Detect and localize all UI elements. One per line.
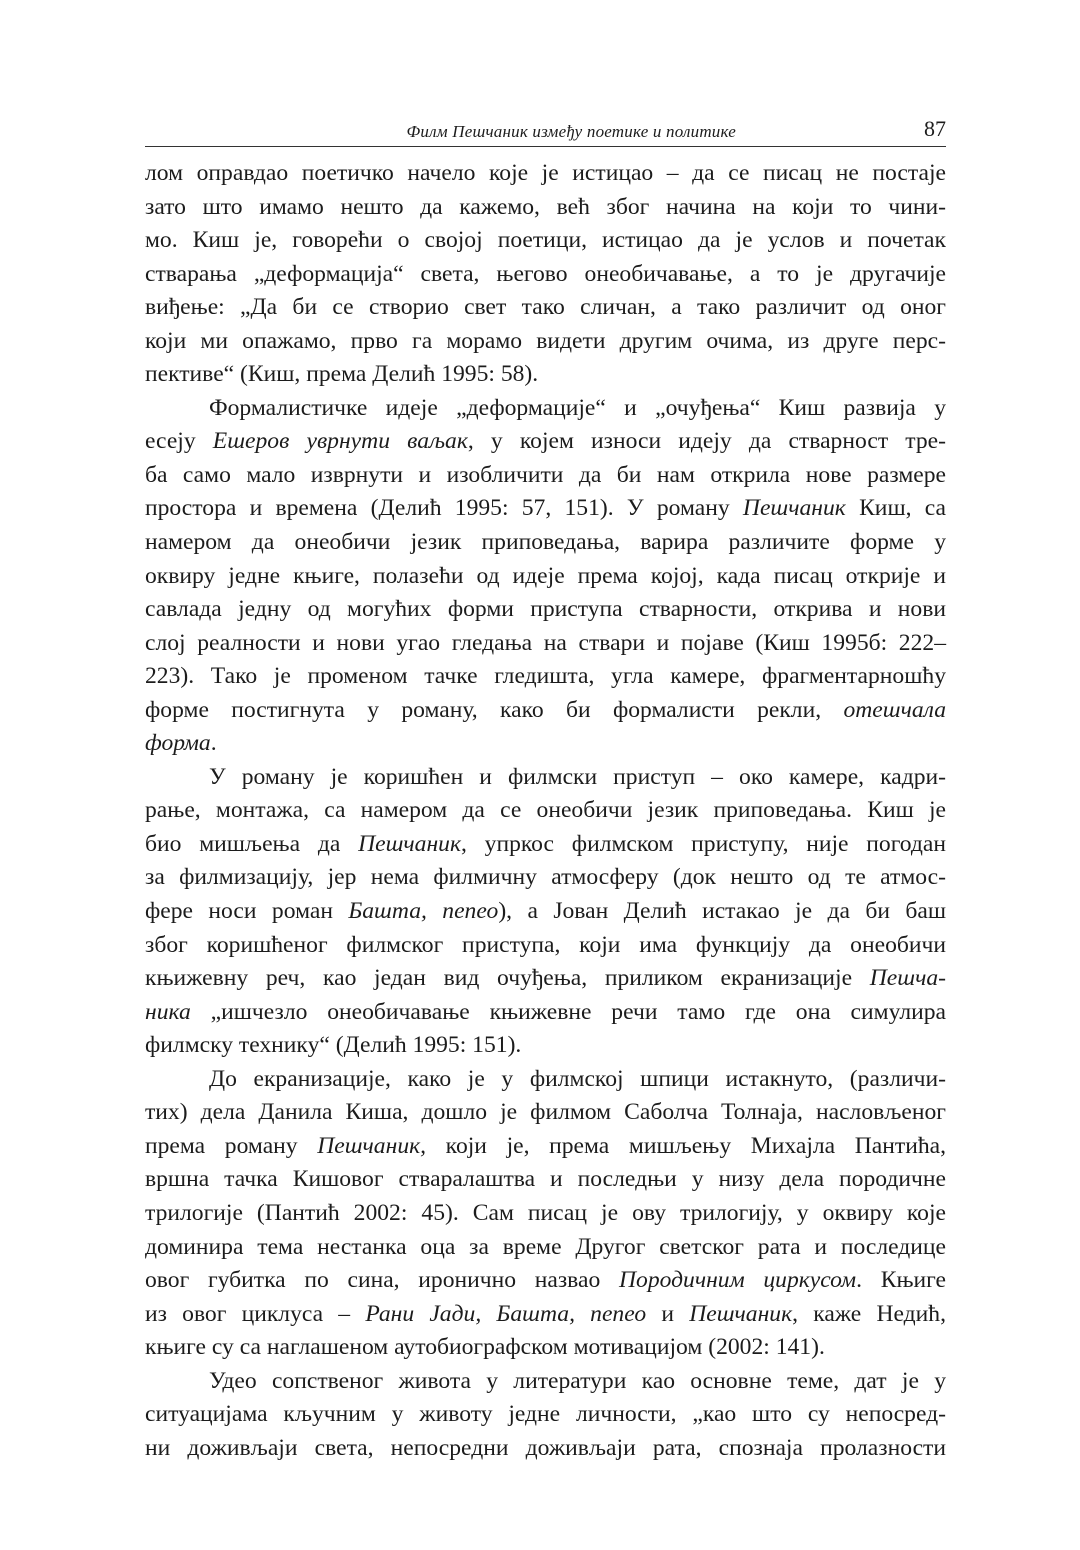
text-segment: Удео сопственог живота у литератури као основне теме, дат је у — [209, 1367, 946, 1394]
text-line — [145, 593, 946, 627]
text-segment: филмску технику“ (Делић 1995: 151). — [145, 1032, 522, 1059]
text-segment: који ми опажамо, прво га морамо видети другим очима, из друге перс- — [145, 327, 946, 354]
text-segment: пективе“ (Киш, према Делић 1995: 58). — [145, 361, 539, 388]
text-line — [145, 492, 946, 526]
text-segment: ба само мало изврнути и изобличити да би нам открила нове размере — [145, 461, 946, 488]
text-segment: намером да онеобичи језик приповедања, варира различите форме у — [145, 529, 946, 556]
text-line — [145, 291, 946, 325]
text-line — [145, 560, 946, 594]
text-segment: Формалистичке идеје „деформације“ и „очуђења“ Киш развија у — [209, 394, 946, 421]
text-segment: стварања „деформација“ света, његово онеобичавање, а то је другачије — [145, 260, 946, 287]
italic-text-segment: ника — [145, 998, 191, 1025]
text-line — [145, 1029, 946, 1063]
text-line — [145, 358, 946, 392]
text-segment: 223). Тако је променом тачке гледишта, угла камере, фрагментарношћу — [145, 663, 946, 690]
text-segment: вршна тачка Кишовог стваралаштва и последњи у низу дела породичне — [145, 1166, 946, 1193]
text-line — [145, 258, 946, 292]
italic-text-segment: Пешчаник — [689, 1300, 793, 1327]
text-line — [145, 526, 946, 560]
text-segment: „ишчезло онеобичавање књижевне речи тамо где она симулира — [190, 998, 946, 1025]
text-line — [145, 727, 946, 761]
text-segment: и — [646, 1300, 690, 1327]
running-header — [145, 118, 946, 147]
text-line — [145, 1365, 946, 1399]
text-line — [145, 1130, 946, 1164]
text-line — [145, 861, 946, 895]
text-line — [145, 761, 946, 795]
text-segment: виђење: „Да би се створио свет тако сличан, а тако различит од оног — [145, 294, 946, 321]
text-line — [145, 191, 946, 225]
text-segment: који је, према мишљењу Михајла Пантића, — [426, 1132, 946, 1159]
text-segment: савлада једну од могућих форми приступа стварности, открива и нови — [145, 596, 946, 623]
text-segment: оквиру једне књиге, полазећи од идеје према којој, када писац открије и — [145, 562, 946, 589]
running-title: Филм Пешчаник између поетике и политике — [406, 122, 736, 141]
text-line — [145, 929, 946, 963]
italic-text-segment: Породичним циркусом — [619, 1267, 857, 1294]
text-segment: доминира тема нестанка оца за време Другог светског рата и последице — [145, 1233, 946, 1260]
text-segment: књиге су са наглашеном аутобиографском мотивацијом (2002: 141). — [145, 1334, 825, 1361]
text-segment: ситуацијама кључним у животу једне личности, „као што су непосред- — [145, 1401, 946, 1428]
page-number: 87 — [924, 116, 946, 141]
text-line — [145, 627, 946, 661]
italic-text-segment: отешчала — [843, 696, 946, 723]
text-line — [145, 1096, 946, 1130]
text-line — [145, 459, 946, 493]
text-segment: слој реалности и нови угао гледања на ствари и појаве (Киш 1995б: 222– — [145, 629, 946, 656]
text-line — [145, 996, 946, 1030]
text-line — [145, 1298, 946, 1332]
text-line — [145, 1398, 946, 1432]
text-segment: До екранизације, како је у филмској шпици истакнуто, (различи- — [209, 1065, 946, 1092]
body-text — [145, 157, 946, 1465]
text-line — [145, 962, 946, 996]
text-line — [145, 1197, 946, 1231]
text-segment: лом оправдао поетичко начело које је истицао – да се писац не постаје — [145, 160, 946, 186]
text-segment: , упркос филмском приступу, није погодан — [461, 830, 947, 857]
text-segment: , каже Недић, — [792, 1300, 946, 1327]
italic-text-segment: Башта, пепео — [348, 898, 499, 925]
text-segment: фере носи роман — [145, 898, 349, 925]
italic-text-segment: Пешчаник, — [317, 1132, 427, 1159]
text-line — [145, 1331, 946, 1365]
text-line — [145, 895, 946, 929]
text-segment: Киш, са — [845, 495, 946, 522]
text-line — [145, 1231, 946, 1265]
text-segment: према роману — [145, 1132, 318, 1159]
text-line — [145, 1264, 946, 1298]
text-segment: мо. Киш је, говорећи о својој поетици, истицао да је услов и почетак — [145, 227, 946, 254]
text-line — [145, 660, 946, 694]
text-line — [145, 325, 946, 359]
text-segment: ), а Јован Делић истакао је да би баш — [498, 898, 946, 925]
text-line — [145, 1432, 946, 1466]
text-line — [145, 1163, 946, 1197]
text-segment: . — [210, 730, 217, 757]
text-segment: за филмизацију, јер нема филмичну атмосферу (док нешто од те атмос- — [145, 864, 946, 891]
text-segment: простора и времена (Делић 1995: 57, 151). У роману — [145, 495, 743, 522]
text-segment: есеју — [145, 428, 213, 455]
text-line — [145, 425, 946, 459]
italic-text-segment: Рани Јади, Башта, пепео — [365, 1300, 647, 1327]
italic-text-segment: форма — [145, 730, 211, 757]
text-line — [145, 224, 946, 258]
text-segment: тих) дела Данила Киша, дошло је филмом Саболча Толнаја, насловљеног — [145, 1099, 946, 1126]
text-line — [145, 1063, 946, 1097]
italic-text-segment: Пешчаник — [358, 830, 462, 857]
italic-text-segment: Ешеров уврнути ваљак — [212, 428, 468, 455]
italic-text-segment: Пешчаник — [742, 495, 846, 522]
text-segment: , у којем износи идеју да стварност тре- — [467, 428, 947, 455]
text-segment: зато што имамо нешто да кажемо, већ због начина на који то чини- — [145, 193, 946, 220]
text-line — [145, 828, 946, 862]
text-segment: из овог циклуса – — [145, 1300, 366, 1327]
text-segment: . Књиге — [856, 1267, 946, 1294]
text-line — [145, 392, 946, 426]
text-segment: У роману је коришћен и филмски приступ – око камере, кадри- — [209, 763, 946, 790]
text-segment: због коришћеног филмског приступа, који има функцију да онеобичи — [145, 931, 946, 958]
text-line — [145, 794, 946, 828]
text-segment: овог губитка по сина, иронично назвао — [145, 1267, 619, 1294]
text-segment: био мишљења да — [145, 830, 359, 857]
text-line — [145, 157, 946, 191]
text-segment: рање, монтажа, са намером да се онеобичи језик приповедања. Киш је — [145, 797, 946, 824]
text-segment: форме постигнута у роману, како би формалисти рекли, — [145, 696, 844, 723]
text-segment: књижевну реч, као један вид очуђења, приликом екранизације — [145, 965, 870, 992]
text-line — [145, 694, 946, 728]
italic-text-segment: Пешча- — [869, 965, 946, 992]
text-segment: трилогије (Пантић 2002: 45). Сам писац је ову трилогију, у оквиру које — [145, 1199, 946, 1226]
text-segment: ни доживљаји света, непосредни доживљаји рата, спознаја пролазности — [145, 1434, 946, 1461]
